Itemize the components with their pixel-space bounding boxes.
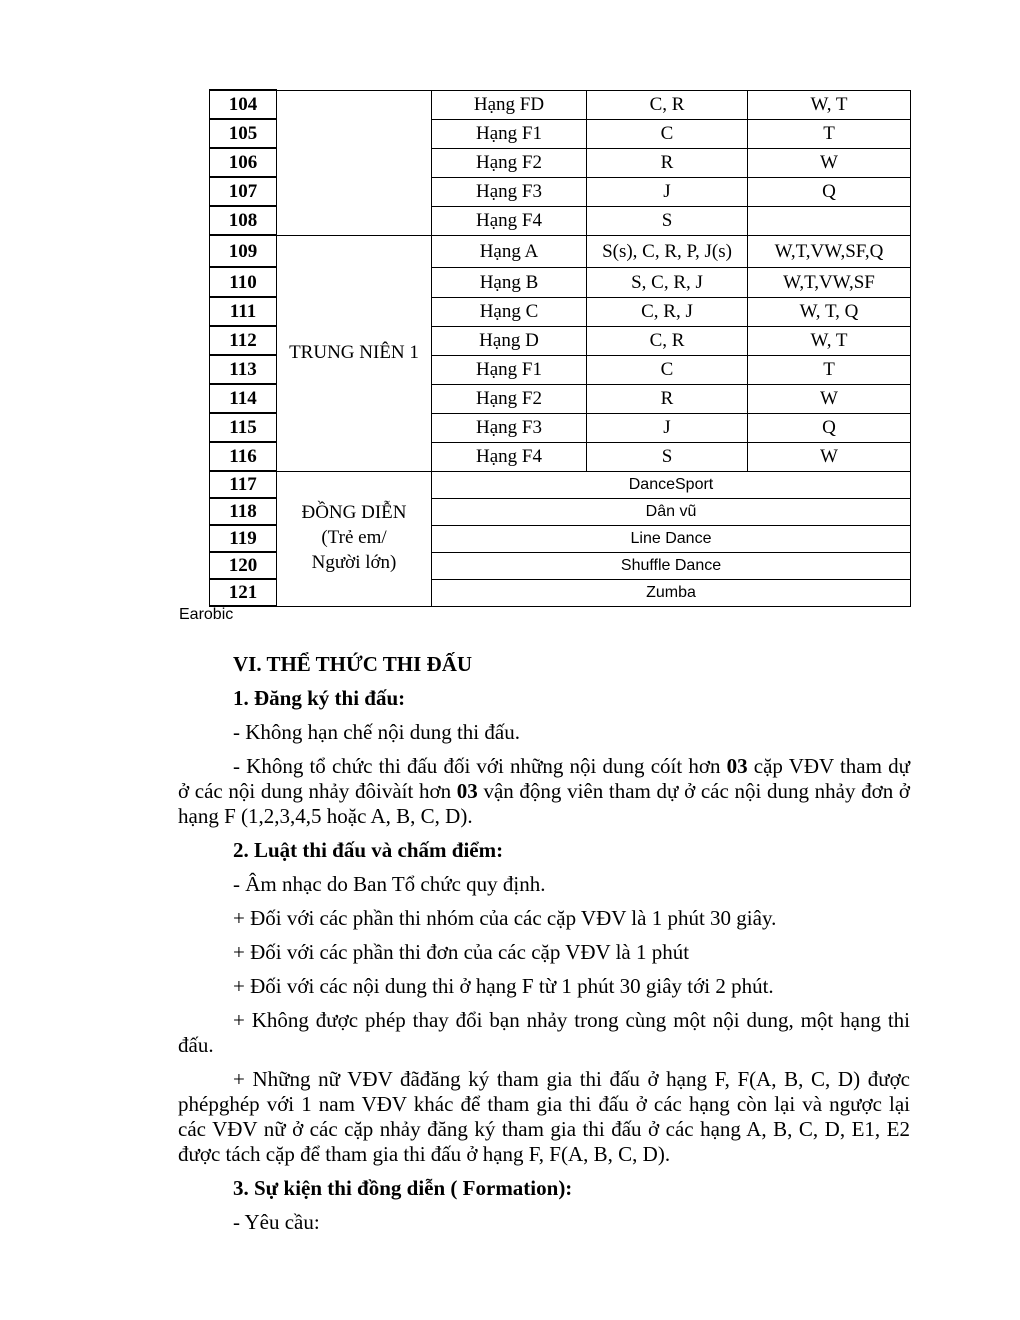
- rank-cell: Hạng D: [432, 326, 587, 355]
- rank-cell: Hạng F2: [432, 148, 587, 177]
- rank-cell: Hạng FD: [432, 90, 587, 119]
- group-dong-dien-line2: (Trẻ em/: [321, 527, 387, 549]
- rank-cell: Hạng F3: [432, 177, 587, 206]
- group-dong-dien-line3: Người lớn): [311, 551, 397, 573]
- rank-cell: Hạng F3: [432, 413, 587, 442]
- dance-cell: [748, 206, 911, 235]
- row-number: 110: [210, 267, 277, 297]
- dance-cell: S(s), C, R, P, J(s): [587, 235, 748, 267]
- dance-cell: T: [748, 119, 911, 148]
- rank-cell: Hạng F1: [432, 119, 587, 148]
- paragraph: + Những nữ VĐV đãđăng ký tham gia thi đấu ở hạng F, F(A, B, C, D) được phépghép với 1 nam VĐV khác để tham gia thi đấu ở các hạng còn lại và ngược lại các VĐV nữ ở các cặp nhảy đăng ký tham gia thi đấu ở các hạng A, B, C, D, E1, E2 được tách cặp để tham gia thi đấu ở hạng F, F(A, B, C, D).: [178, 1067, 910, 1166]
- events-table: [209, 89, 911, 607]
- row-number: 119: [210, 525, 277, 552]
- group-dong-dien-line1: ĐỒNG DIỄN: [301, 502, 407, 524]
- section-title: VI. THỂ THỨC THI ĐẤU: [233, 652, 473, 676]
- dance-cell: T: [748, 355, 911, 384]
- event-cell: Zumba: [432, 579, 911, 606]
- dance-cell: J: [587, 177, 748, 206]
- bold-number: 03: [456, 779, 478, 803]
- paragraph: + Đối với các nội dung thi ở hạng F từ 1 phút 30 giây tới 2 phút.: [233, 974, 774, 998]
- event-cell: Shuffle Dance: [432, 552, 911, 579]
- text: - Không tổ chức thi đấu đối với những nội dung cóít hơn: [233, 754, 727, 778]
- row-number: 113: [210, 355, 277, 384]
- dance-cell: C: [587, 355, 748, 384]
- dance-cell: W,T,VW,SF,Q: [748, 235, 911, 267]
- dance-cell: C, R, J: [587, 297, 748, 326]
- row-number: 108: [210, 206, 277, 235]
- rank-cell: Hạng F2: [432, 384, 587, 413]
- dance-cell: C: [587, 119, 748, 148]
- row-number: 109: [210, 235, 277, 267]
- table-row: [210, 90, 911, 119]
- rank-cell: Hạng F4: [432, 442, 587, 471]
- group-dong-dien: [277, 471, 432, 606]
- row-number: 116: [210, 442, 277, 471]
- group-cell: [277, 90, 432, 235]
- paragraph-minimum-entries: [178, 754, 910, 829]
- row-number: 112: [210, 326, 277, 355]
- dance-cell: S: [587, 442, 748, 471]
- row-number: 118: [210, 498, 277, 525]
- dance-cell: J: [587, 413, 748, 442]
- row-number: 107: [210, 177, 277, 206]
- row-number: 106: [210, 148, 277, 177]
- paragraph: - Âm nhạc do Ban Tổ chức quy định.: [233, 872, 546, 896]
- paragraph: + Không được phép thay đổi bạn nhảy trong cùng một nội dung, một hạng thi đấu.: [178, 1008, 910, 1057]
- row-number: 120: [210, 552, 277, 579]
- dance-cell: W, T: [748, 326, 911, 355]
- paragraph: + Đối với các phần thi đơn của các cặp VĐV là 1 phút: [233, 940, 690, 964]
- row-number: 114: [210, 384, 277, 413]
- event-cell: Line Dance: [432, 525, 911, 552]
- paragraph: - Không hạn chế nội dung thi đấu.: [233, 720, 520, 744]
- dance-cell: S: [587, 206, 748, 235]
- text: vận động viên tham dự ở các nội dung nhảy đơn ở hạng F (1,2,3,4,5 hoặc A, B, C, D).: [178, 779, 910, 828]
- row-number: 105: [210, 119, 277, 148]
- text: cặp VĐV tham dự ở các nội dung nhảy đôivàít hơn: [178, 754, 910, 803]
- rank-cell: Hạng F4: [432, 206, 587, 235]
- dance-cell: W: [748, 384, 911, 413]
- group-trung-nien: TRUNG NIÊN 1: [277, 235, 432, 471]
- table-row: [210, 235, 911, 267]
- row-number: 104: [210, 90, 277, 119]
- table-caption: Earobic: [179, 606, 234, 623]
- dance-cell: C, R: [587, 90, 748, 119]
- dance-cell: W: [748, 148, 911, 177]
- event-cell: DanceSport: [432, 471, 911, 498]
- subheading-registration: 1. Đăng ký thi đấu:: [233, 686, 406, 710]
- row-number: 117: [210, 471, 277, 498]
- dance-cell: S, C, R, J: [587, 267, 748, 297]
- dance-cell: R: [587, 384, 748, 413]
- dance-cell: R: [587, 148, 748, 177]
- dance-cell: W,T,VW,SF: [748, 267, 911, 297]
- dance-cell: Q: [748, 177, 911, 206]
- dance-cell: C, R: [587, 326, 748, 355]
- rank-cell: Hạng C: [432, 297, 587, 326]
- paragraph: - Yêu cầu:: [233, 1210, 320, 1234]
- rank-cell: Hạng B: [432, 267, 587, 297]
- paragraph: + Đối với các phần thi nhóm của các cặp VĐV là 1 phút 30 giây.: [233, 906, 777, 930]
- row-number: 111: [210, 297, 277, 326]
- bold-number: 03: [726, 754, 748, 778]
- dance-cell: Q: [748, 413, 911, 442]
- table-row: [210, 471, 911, 498]
- row-number: 115: [210, 413, 277, 442]
- section-body: [178, 652, 910, 1244]
- dance-cell: W, T: [748, 90, 911, 119]
- subheading-formation: 3. Sự kiện thi đồng diễn ( Formation):: [233, 1176, 573, 1200]
- rank-cell: Hạng F1: [432, 355, 587, 384]
- dance-cell: W, T, Q: [748, 297, 911, 326]
- dance-cell: W: [748, 442, 911, 471]
- event-cell: Dân vũ: [432, 498, 911, 525]
- rank-cell: Hạng A: [432, 235, 587, 267]
- subheading-rules: 2. Luật thi đấu và chấm điểm:: [233, 838, 504, 862]
- row-number: 121: [210, 579, 277, 606]
